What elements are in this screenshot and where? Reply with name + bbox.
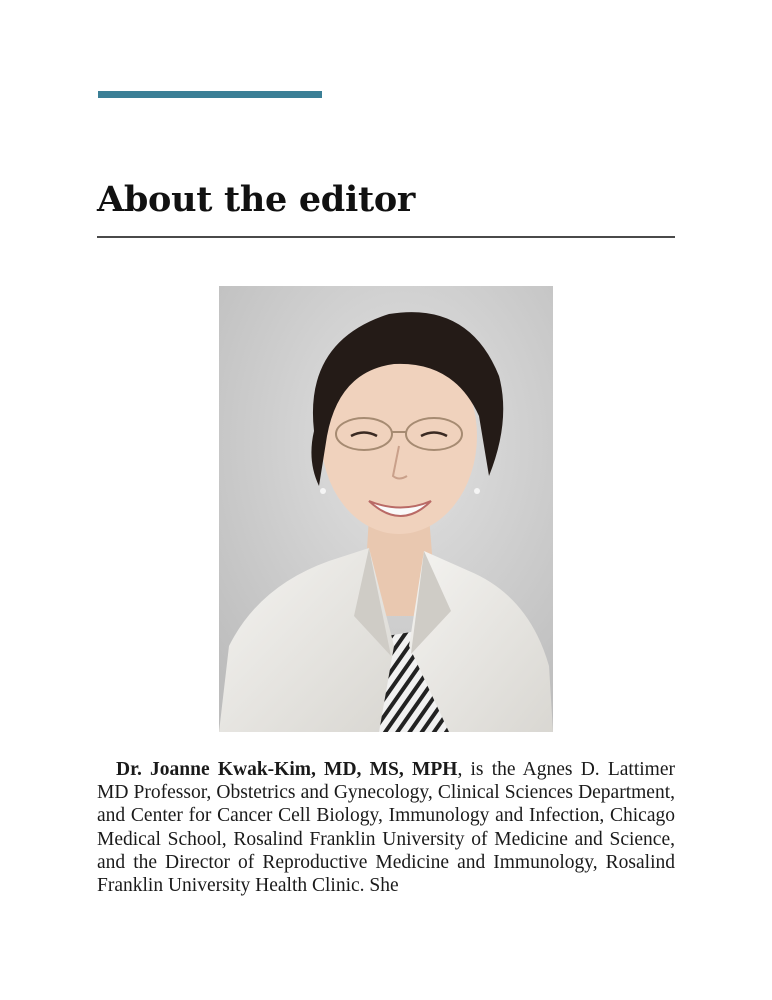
accent-bar: [98, 91, 322, 98]
editor-name-credentials: Dr. Joanne Kwak-Kim, MD, MS, MPH: [116, 759, 458, 780]
editor-portrait-photo: [219, 286, 553, 732]
editor-bio-paragraph: [97, 758, 675, 897]
editor-bio-text: , is the Agnes D. Lattimer MD Professor, Obstetrics and Gynecology, Clinical Sciences Department, and Center for Cancer Cell Biology, Immunology and Infection, Chicago Medical School, Rosalind Franklin University of Medicine and Science, and the Director of Reproductive Medicine and Immunology, Rosalind Franklin University Health Clinic. She: [97, 759, 675, 897]
page-title: About the editor: [97, 179, 416, 220]
title-divider: [97, 236, 675, 238]
